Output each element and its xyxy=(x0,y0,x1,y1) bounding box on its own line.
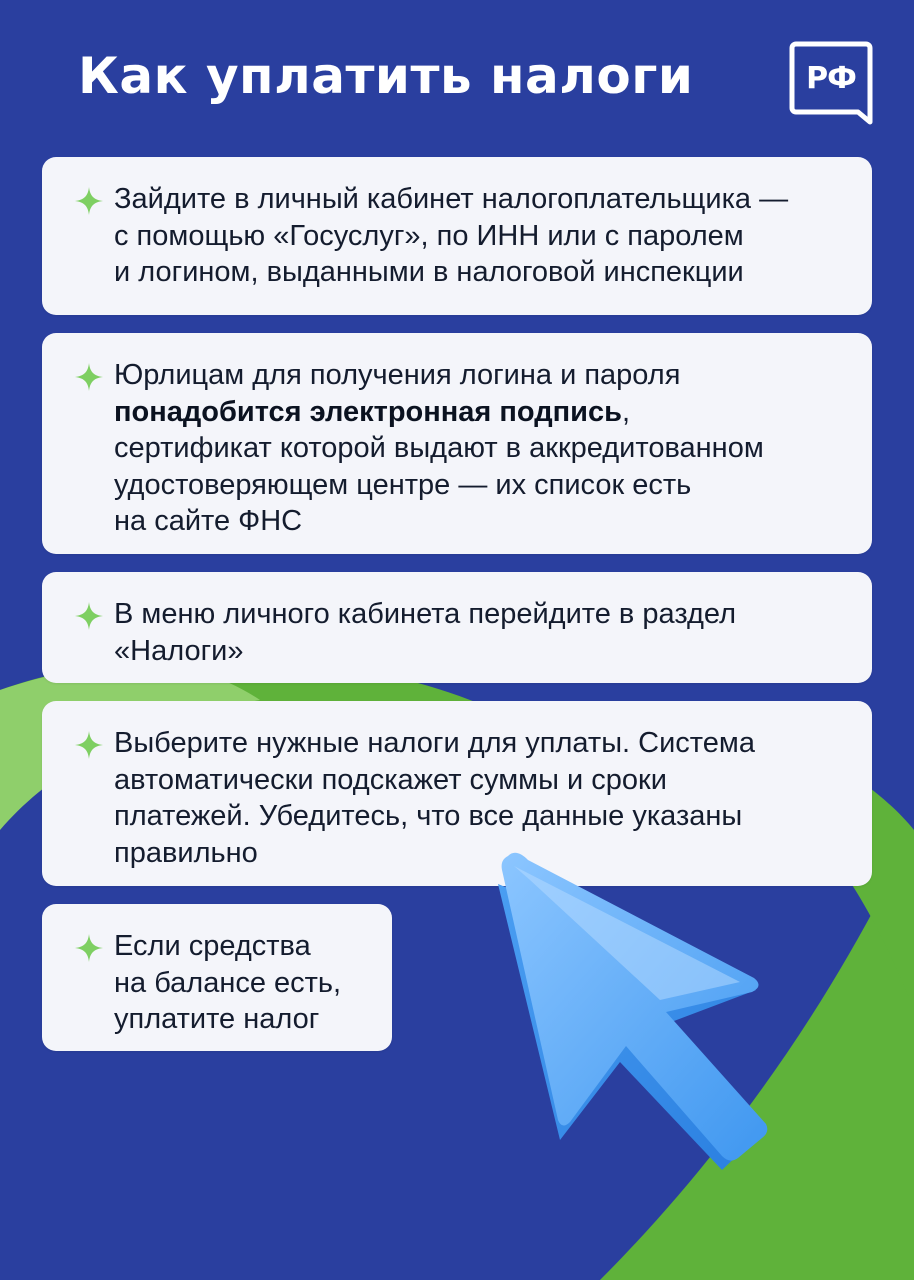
logo-text: РФ xyxy=(806,61,856,96)
step-text-1: Зайдите в личный кабинет налогоплательщика — с помощью «Госуслуг», по ИНН или с паролем и логином, выданными в налоговой инспекции xyxy=(114,183,789,288)
step-card-2 xyxy=(42,333,872,554)
step-text-5: Если средства на балансе есть, уплатите налог xyxy=(114,930,342,1035)
sparkle-star-icon xyxy=(74,601,104,631)
step-text-3: В меню личного кабинета перейдите в раздел «Налоги» xyxy=(114,598,736,667)
cursor-arrow-icon xyxy=(470,840,800,1180)
bold-highlight: понадобится электронная подпись xyxy=(114,395,622,428)
rf-logo xyxy=(788,40,874,130)
step-card-3 xyxy=(42,572,872,683)
step-text-4: Выберите нужные налоги для уплаты. Система автоматически подскажет суммы и сроки платежей. Убедитесь, что все данные указаны правильно xyxy=(114,727,755,869)
page-title: Как уплатить налоги xyxy=(78,47,694,105)
step-card-1 xyxy=(42,157,872,315)
sparkle-star-icon xyxy=(74,186,104,216)
sparkle-star-icon xyxy=(74,362,104,392)
sparkle-star-icon xyxy=(74,730,104,760)
sparkle-star-icon xyxy=(74,933,104,963)
step-text-2: Юрлицам для получения логина и пароля понадобится электронная подпись, сертификат которой выдают в аккредитованном удостоверяющем центре — их список есть на сайте ФНС xyxy=(114,359,764,537)
step-card-5 xyxy=(42,904,392,1051)
